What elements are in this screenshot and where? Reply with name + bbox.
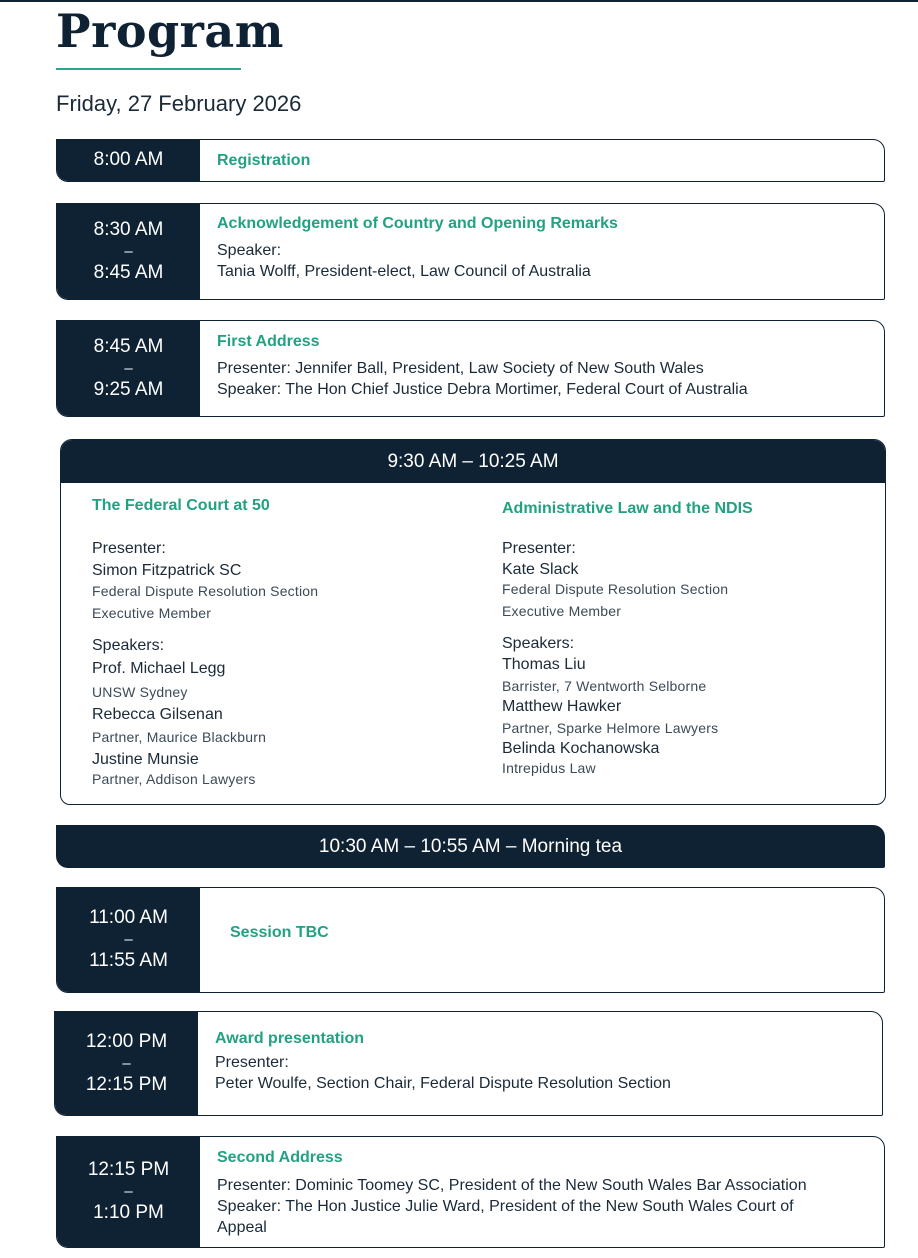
- speaker-affiliation: Barrister, 7 Wentworth Selborne: [502, 678, 707, 694]
- presenter-label: Presenter:: [502, 540, 576, 557]
- presenter-affiliation: Federal Dispute Resolution Section: [502, 581, 729, 597]
- parallel-sessions: [60, 439, 886, 805]
- time-start: 12:00 PM: [85, 1030, 168, 1052]
- session-registration: [56, 139, 885, 182]
- session-title: Second Address: [217, 1149, 343, 1166]
- session-title: Award presentation: [215, 1030, 365, 1047]
- presenter-name: Simon Fitzpatrick SC: [92, 562, 242, 579]
- time-dash: –: [124, 359, 133, 377]
- parallel-time-header: 9:30 AM – 10:25 AM: [61, 440, 885, 483]
- session-time: [57, 888, 200, 992]
- speaker-detail: Tania Wolff, President-elect, Law Council of Australia: [217, 263, 591, 280]
- speaker-name: Belinda Kochanowska: [502, 740, 660, 757]
- time-start: 8:45 AM: [93, 335, 164, 357]
- presenter-role: Executive Member: [92, 605, 212, 621]
- session-second-address: [56, 1136, 885, 1248]
- session-title: Registration: [217, 152, 311, 169]
- session-time: [57, 1137, 200, 1247]
- speaker-affiliation: UNSW Sydney: [92, 684, 188, 700]
- time-dash: –: [124, 931, 133, 948]
- speaker-detail: Speaker: The Hon Chief Justice Debra Mortimer, Federal Court of Australia: [217, 381, 748, 398]
- time-end: 12:15 PM: [85, 1073, 168, 1095]
- presenter-label: Presenter:: [215, 1054, 289, 1071]
- time-end: 8:45 AM: [93, 261, 164, 283]
- speaker-name: Matthew Hawker: [502, 698, 622, 715]
- session-title: Acknowledgement of Country and Opening Remarks: [217, 215, 618, 232]
- presenter-label: Presenter:: [92, 540, 166, 557]
- time-end: 9:25 AM: [93, 378, 164, 400]
- session-title: Administrative Law and the NDIS: [502, 500, 753, 517]
- speakers-label: Speakers:: [502, 635, 575, 652]
- speaker-affiliation: Intrepidus Law: [502, 760, 596, 776]
- session-award-presentation: [54, 1011, 883, 1116]
- presenter-detail: Presenter: Jennifer Ball, President, Law Society of New South Wales: [217, 360, 704, 377]
- speaker-detail: Speaker: The Hon Justice Julie Ward, President of the New South Wales Court of: [217, 1198, 794, 1215]
- time-end: 11:55 AM: [89, 950, 168, 971]
- presenter-detail: Presenter: Dominic Toomey SC, President of the New South Wales Bar Association: [217, 1177, 807, 1194]
- session-time: [57, 140, 200, 181]
- speaker-name: Justine Munsie: [92, 751, 199, 768]
- presenter-role: Executive Member: [502, 603, 622, 619]
- time-dash: –: [124, 242, 133, 260]
- speakers-label: Speakers:: [92, 637, 165, 654]
- page-title: Program: [56, 4, 284, 58]
- speaker-name: Thomas Liu: [502, 656, 586, 673]
- speaker-name: Prof. Michael Legg: [92, 660, 226, 677]
- session-title: First Address: [217, 333, 320, 350]
- session-time: [57, 321, 200, 416]
- time-start: 8:30 AM: [93, 218, 164, 240]
- time-start: 11:00 AM: [89, 907, 168, 929]
- session-time: [55, 1012, 198, 1115]
- session-time: [57, 204, 200, 299]
- session-title: The Federal Court at 50: [92, 497, 270, 514]
- time-dash: –: [124, 1183, 133, 1200]
- program-date: Friday, 27 February 2026: [56, 91, 302, 116]
- speaker-affiliation: Partner, Addison Lawyers: [92, 771, 256, 787]
- time-start: 8:00 AM: [93, 149, 164, 171]
- morning-tea-bar: 10:30 AM – 10:55 AM – Morning tea: [56, 825, 885, 868]
- presenter-affiliation: Federal Dispute Resolution Section: [92, 583, 319, 599]
- session-first-address: [56, 320, 885, 417]
- session-acknowledgement: [56, 203, 885, 300]
- time-end: 1:10 PM: [93, 1202, 164, 1223]
- speaker-affiliation: Partner, Sparke Helmore Lawyers: [502, 720, 719, 736]
- presenter-detail: Peter Woulfe, Section Chair, Federal Dispute Resolution Section: [215, 1075, 671, 1092]
- speaker-affiliation: Partner, Maurice Blackburn: [92, 729, 267, 745]
- time-start: 12:15 PM: [87, 1159, 170, 1181]
- title-underline: [56, 68, 241, 70]
- session-tbc: [56, 887, 885, 993]
- speaker-label: Speaker:: [217, 242, 282, 259]
- presenter-name: Kate Slack: [502, 561, 579, 578]
- time-dash: –: [122, 1054, 131, 1072]
- session-title: Session TBC: [230, 924, 329, 941]
- speaker-detail-continued: Appeal: [217, 1219, 267, 1236]
- speaker-name: Rebecca Gilsenan: [92, 706, 223, 723]
